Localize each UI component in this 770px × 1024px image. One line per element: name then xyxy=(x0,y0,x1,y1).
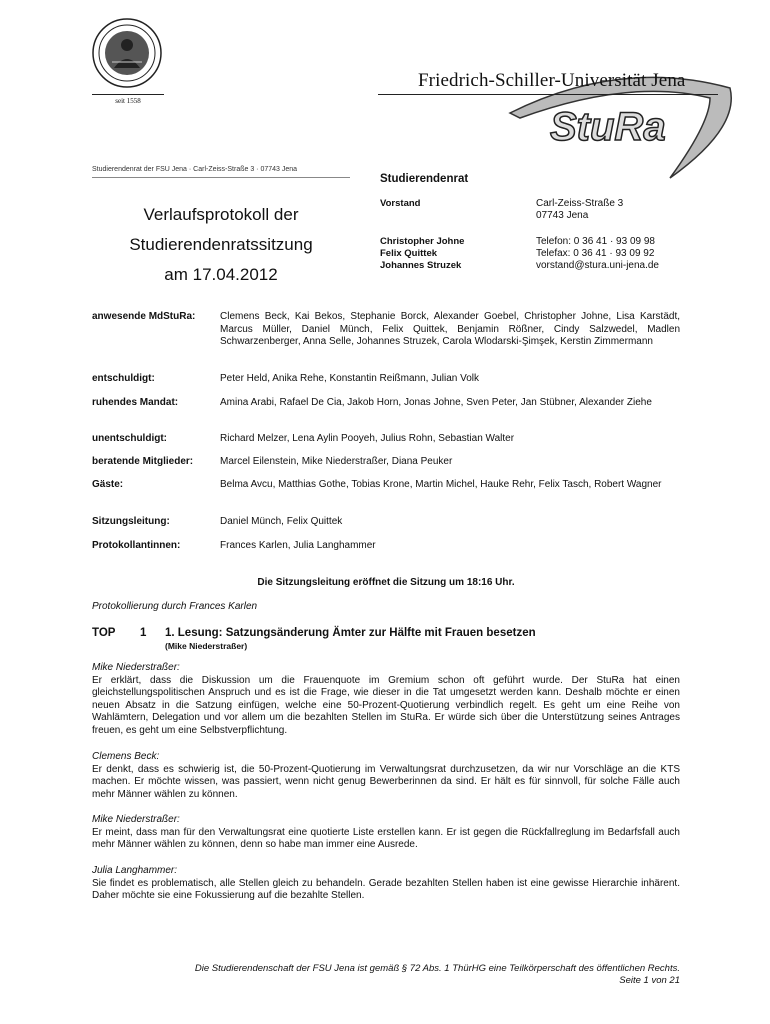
attendance-value: Daniel Münch, Felix Quittek xyxy=(220,516,343,527)
page-number: Seite 1 von 21 xyxy=(619,975,680,986)
statement-text: Er denkt, dass es schwierig ist, die 50-Prozent-Quotierung im Verwaltungsrat durchzusetzen, da wir nur Vorschläge an die KTS machen. Er möchte wissen, was passiert, wenn nicht genug Bewerberinnen da sind. Er hält es für sinnvoll, für solche Fälle auch mehr Männer wählen zu können. xyxy=(92,763,680,800)
attendance-label: Sitzungsleitung: xyxy=(92,516,170,527)
statement xyxy=(92,751,680,801)
attendance-value: Amina Arabi, Rafael De Cia, Jakob Horn, Jonas Johne, Sven Peter, Jan Stübner, Alexander Ziehe xyxy=(220,397,652,408)
page-footer xyxy=(92,963,680,987)
document-title xyxy=(92,200,350,290)
speaker-name: Mike Niederstraßer: xyxy=(92,814,180,825)
statement-text: Sie findet es problematisch, alle Stellen gleich zu behandeln. Gerade bezahlten Stellen haben ist eine gewisse Hierarchie inhärent. Daher möchte sie eine Fokussierung auf die bezahlte Stellen. xyxy=(92,877,680,901)
attendance-label: entschuldigt: xyxy=(92,373,155,384)
statement xyxy=(92,865,680,903)
attendance-row-present xyxy=(92,311,680,349)
phone-number: Telefon: 0 36 41 · 93 09 98 xyxy=(536,236,655,247)
fax-number: Telefax: 0 36 41 · 93 09 92 xyxy=(536,248,655,259)
seal-caption: seit 1558 xyxy=(115,97,141,105)
attendance-label: beratende Mitglieder: xyxy=(92,456,194,467)
speaker-name: Clemens Beck: xyxy=(92,751,160,762)
organization-name: Studierendenrat xyxy=(380,173,469,185)
statement-text: Er meint, dass man für den Verwaltungsrat eine quotierte Liste erstellen kann. Er ist gegen die Rückfallreglung im Bedarfsfall auch mehr Männer wählen zu können, denn so habe man immer eine Ausrede. xyxy=(92,826,680,850)
board-members xyxy=(380,236,464,272)
seal-divider xyxy=(92,94,164,95)
attendance-label: Protokollantinnen: xyxy=(92,540,181,551)
university-divider xyxy=(378,94,718,95)
attendance-row-advisory xyxy=(92,456,680,469)
attendance-value: Peter Held, Anika Rehe, Konstantin Reißmann, Julian Volk xyxy=(220,373,480,384)
sender-address-line: Studierendenrat der FSU Jena · Carl-Zeiss-Straße 3 · 07743 Jena xyxy=(92,166,298,173)
attendance-value: Marcel Eilenstein, Mike Niederstraßer, Diana Peuker xyxy=(220,456,453,467)
speaker-name: Julia Langhammer: xyxy=(92,865,178,876)
attendance-row-guests xyxy=(92,479,680,492)
title-line: Studierendenratssitzung xyxy=(129,235,313,254)
attendance-row-dormant xyxy=(92,397,680,410)
attendance-label: unentschuldigt: xyxy=(92,433,167,444)
agenda-item-number: 1 xyxy=(140,627,147,639)
board-member: Johannes Struzek xyxy=(380,260,462,271)
attendance-row-minutes xyxy=(92,540,680,553)
address-line: 07743 Jena xyxy=(536,210,589,221)
statement-text: Er erklärt, dass die Diskussion um die Frauenquote im Gremium schon oft geführt wurde. Der StuRa hat einen gleichstellungspolitischen Anspruch und es ist die Frage, wie dieser in die Tat umgesetzt werden kann. Deshalb möchte er einen neuen Absatz in die Satzung einfügen, welche eine 50-Prozent-Quotierung verbindlich regelt. Es geht um eine Reihe von Wahlämtern, Delegation und vor allem um die bezahlten Stellen im StuRa. Er würde sich über die Unterstützung seines Antrages freuen, es geht um eine Selbstverpflichtung. xyxy=(92,674,680,736)
attendance-value: Richard Melzer, Lena Aylin Pooyeh, Julius Rohn, Sebastian Walter xyxy=(220,433,515,444)
attendance-row-chair xyxy=(92,516,680,529)
agenda-item-label: TOP xyxy=(92,627,116,639)
contact-info xyxy=(536,236,659,272)
agenda-item-title: 1. Lesung: Satzungsänderung Ämter zur Hälfte mit Frauen besetzen xyxy=(165,627,536,639)
postal-address xyxy=(536,198,623,222)
statement xyxy=(92,814,680,852)
attendance-label: anwesende MdStuRa: xyxy=(92,311,196,322)
attendance-value: Clemens Beck, Kai Bekos, Stephanie Borck, Alexander Goebel, Christopher Johne, Lisa Karstädt, Marcus Müller, Daniel Münch, Felix Quittek, Benjamin Rößner, Cindy Salzwedel, Madlen Schwarzenberger, Anna Selle, Johannes Struzek, Carola Wlodarski-Şimşek, Kerstin Zimmermann xyxy=(220,311,680,347)
attendance-value: Belma Avcu, Matthias Gothe, Tobias Krone, Martin Michel, Hauke Rehr, Felix Tasch, Robert Wagner xyxy=(220,479,662,490)
agenda-item-presenter: (Mike Niederstraßer) xyxy=(165,641,248,651)
university-seal-logo xyxy=(92,18,162,88)
sender-divider xyxy=(92,177,350,178)
stura-logo-text: StuRa xyxy=(550,105,666,149)
speaker-name: Mike Niederstraßer: xyxy=(92,662,180,673)
protocol-note: Protokollierung durch Frances Karlen xyxy=(92,601,258,612)
address-line: Carl-Zeiss-Straße 3 xyxy=(536,198,624,209)
attendance-label: ruhendes Mandat: xyxy=(92,397,179,408)
board-label: Vorstand xyxy=(380,198,421,209)
title-line: Verlaufsprotokoll der xyxy=(143,205,299,224)
legal-note: Die Studierendenschaft der FSU Jena ist gemäß § 72 Abs. 1 ThürHG eine Teilkörperschaft des öffentlichen Rechts. xyxy=(194,963,680,974)
attendance-value: Frances Karlen, Julia Langhammer xyxy=(220,540,376,551)
attendance-row-unexcused xyxy=(92,433,680,446)
board-member: Felix Quittek xyxy=(380,248,438,259)
title-line: am 17.04.2012 xyxy=(164,265,278,284)
board-member: Christopher Johne xyxy=(380,236,465,247)
email-link[interactable]: vorstand@stura.uni-jena.de xyxy=(536,260,659,271)
attendance-row-excused xyxy=(92,373,680,386)
university-name: Friedrich-Schiller-Universität Jena xyxy=(418,70,686,91)
session-opening-note: Die Sitzungsleitung eröffnet die Sitzung um 18:16 Uhr. xyxy=(257,577,515,588)
statement xyxy=(92,662,680,737)
attendance-label: Gäste: xyxy=(92,479,124,490)
